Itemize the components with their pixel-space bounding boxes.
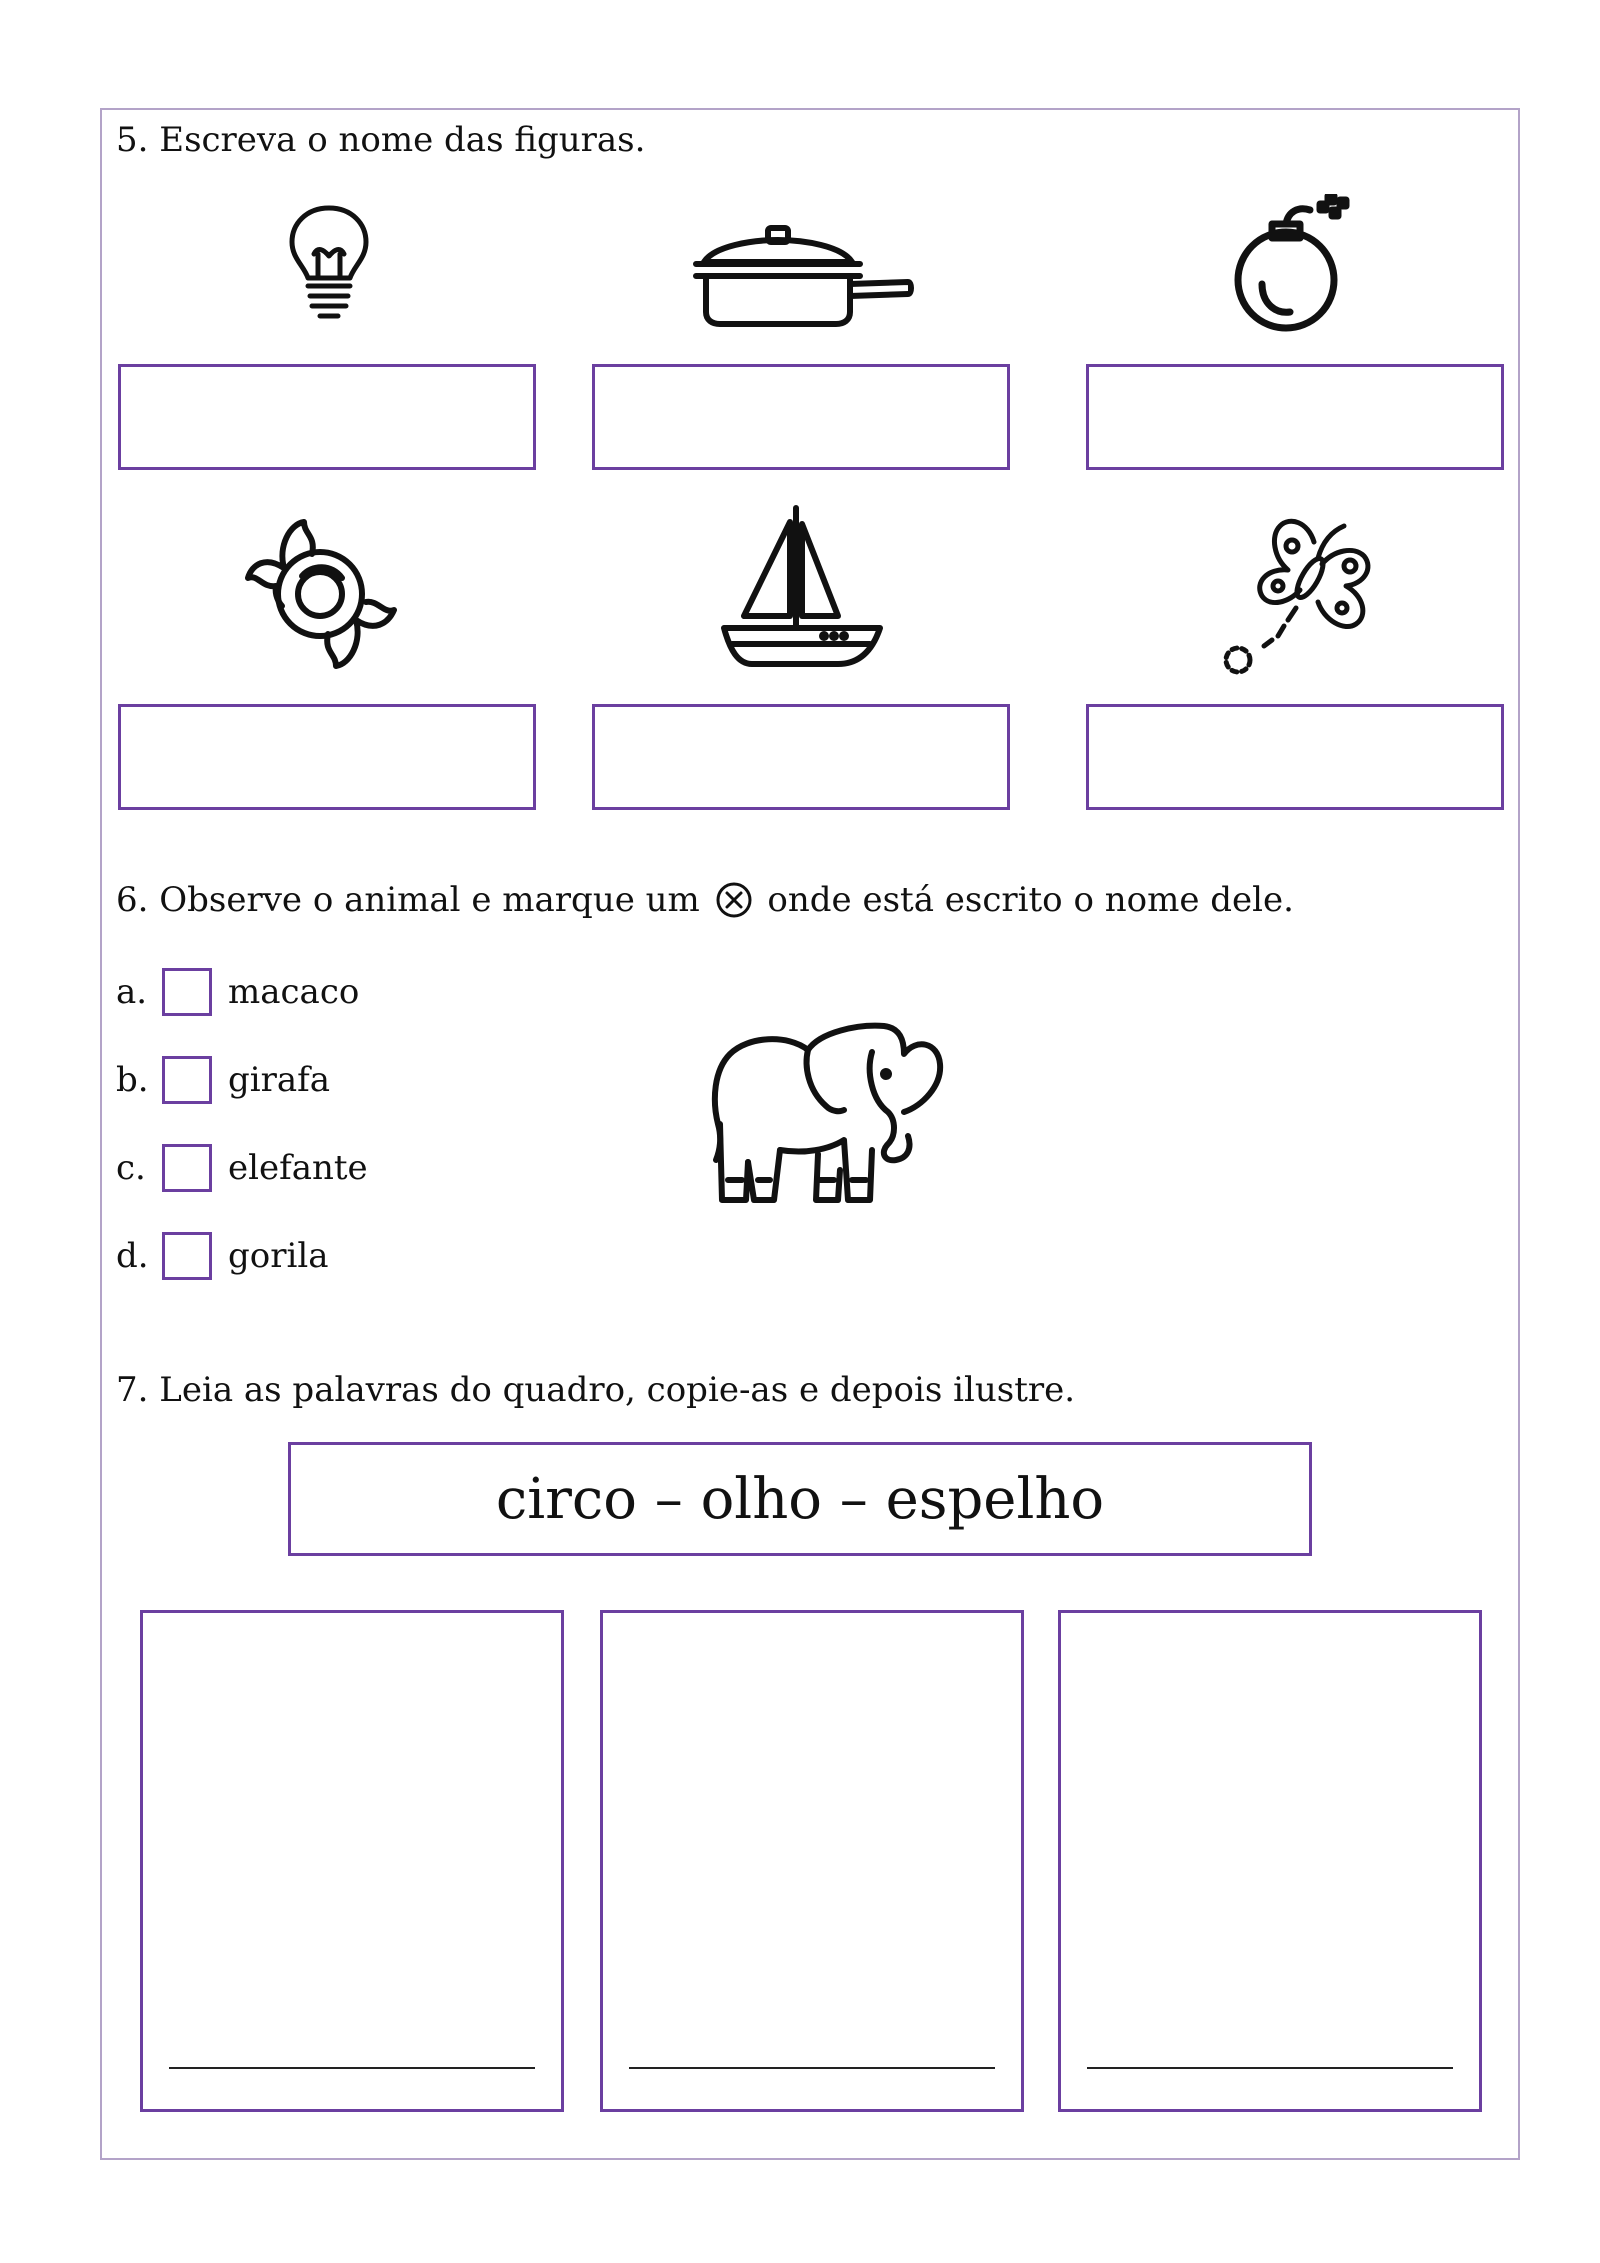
option-b: [116, 1054, 330, 1106]
writing-line-3[interactable]: [1087, 2067, 1453, 2069]
option-d-letter: d.: [116, 1236, 149, 1276]
question-6-title-end: onde está escrito o nome dele.: [767, 880, 1294, 920]
option-d: [116, 1230, 329, 1282]
option-c-checkbox[interactable]: [162, 1144, 212, 1192]
question-6-title-start: 6. Observe o animal e marque um: [116, 880, 700, 920]
sailboat-icon: [720, 504, 884, 670]
answer-box-sailboat[interactable]: [592, 704, 1010, 810]
question-5-title: 5. Escreva o nome das figuras.: [116, 120, 646, 160]
writing-line-2[interactable]: [629, 2067, 995, 2069]
candy-icon: [238, 516, 404, 670]
lightbulb-icon: [288, 204, 370, 324]
bomb-icon: [1232, 194, 1356, 334]
drawing-box-1[interactable]: [140, 1610, 564, 2112]
question-7-title: 7. Leia as palavras do quadro, copie-as e depois ilustre.: [116, 1370, 1076, 1410]
drawing-box-2[interactable]: [600, 1610, 1024, 2112]
answer-box-candy[interactable]: [118, 704, 536, 810]
option-c-letter: c.: [116, 1148, 146, 1188]
option-a-label: macaco: [228, 972, 360, 1012]
answer-box-bomb[interactable]: [1086, 364, 1504, 470]
elephant-icon: [708, 1020, 944, 1206]
option-c-label: elefante: [228, 1148, 368, 1188]
saucepan-icon: [690, 224, 914, 328]
option-b-label: girafa: [228, 1060, 331, 1100]
circled-x-icon: [715, 881, 753, 919]
question-6-title: [116, 880, 1294, 920]
butterfly-icon: [1214, 512, 1394, 682]
option-b-checkbox[interactable]: [162, 1056, 212, 1104]
option-a-letter: a.: [116, 972, 148, 1012]
option-a-checkbox[interactable]: [162, 968, 212, 1016]
option-d-label: gorila: [228, 1236, 329, 1276]
drawing-box-3[interactable]: [1058, 1610, 1482, 2112]
option-b-letter: b.: [116, 1060, 149, 1100]
answer-box-saucepan[interactable]: [592, 364, 1010, 470]
option-a: [116, 966, 359, 1018]
writing-line-1[interactable]: [169, 2067, 535, 2069]
word-box: [288, 1442, 1312, 1556]
option-c: [116, 1142, 368, 1194]
answer-box-lightbulb[interactable]: [118, 364, 536, 470]
word-list: circo – olho – espelho: [495, 1466, 1105, 1532]
answer-box-butterfly[interactable]: [1086, 704, 1504, 810]
option-d-checkbox[interactable]: [162, 1232, 212, 1280]
